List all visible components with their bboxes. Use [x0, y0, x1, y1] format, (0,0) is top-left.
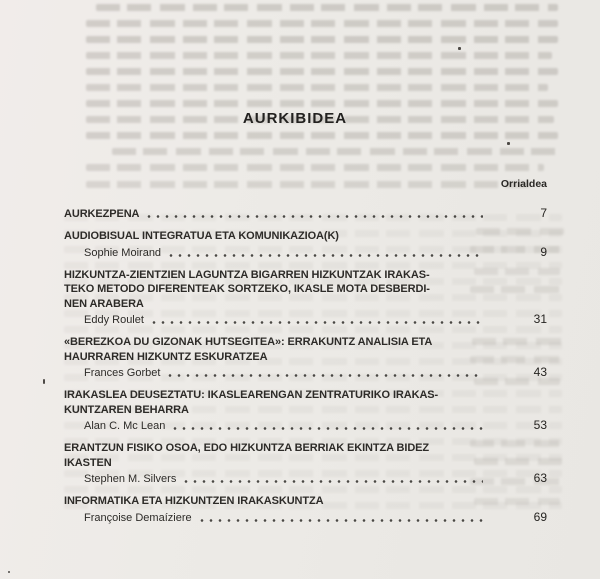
toc-entry: [64, 268, 547, 329]
entry-title-line: TEKO METODO DIFERENTEAK SORTZEKO, IKASLE MOTA DESBERDI-: [64, 283, 430, 295]
toc-entry: [64, 441, 547, 487]
dotted-leader: [169, 253, 483, 258]
entry-title-line: IKASTEN: [64, 456, 112, 469]
entry-author: Eddy Roulet: [84, 314, 144, 326]
page-title: AURKIBIDEA: [242, 110, 348, 127]
entry-title-line: NEN ARABERA: [64, 297, 144, 310]
scan-speck: [8, 571, 10, 573]
entry-page-number: 31: [533, 312, 547, 326]
entry-author-row: [64, 471, 547, 487]
entry-author: Alan C. Mc Lean: [84, 420, 166, 432]
entry-title-line: HAURRAREN HIZKUNTZ ESKURATZEA: [64, 350, 268, 363]
entry-page-number: 9: [540, 244, 547, 259]
entry-author-row: [64, 245, 547, 261]
scan-speck: [458, 47, 461, 50]
entry-author-row: [64, 312, 547, 328]
scan-speck: [43, 379, 45, 384]
toc-entry: [64, 229, 547, 261]
entry-page-number: 69: [533, 509, 547, 524]
dotted-leader: [200, 518, 483, 523]
toc-entry: [64, 494, 547, 526]
dotted-leader: [152, 320, 483, 325]
entry-page-number: 7: [540, 206, 547, 220]
entry-author: Stephen M. Silvers: [84, 473, 177, 485]
entry-author: Françoise Demaíziere: [84, 511, 192, 524]
entry-author: Frances Gorbet: [84, 367, 161, 379]
dotted-leader: [147, 214, 483, 219]
entry-page-number: 43: [533, 365, 547, 379]
entry-title: AURKEZPENA: [64, 208, 140, 220]
toc-entry: [64, 206, 547, 222]
entry-title-line: INFORMATIKA ETA HIZKUNTZEN IRAKASKUNTZA: [64, 495, 324, 507]
entry-title-line: ERANTZUN FISIKO OSOA, EDO HIZKUNTZA BERRIAK EKINTZA BIDEZ: [64, 442, 430, 454]
entry-page-number: 63: [533, 471, 547, 485]
entry-author: Sophie Moirand: [84, 246, 162, 259]
entry-title-line: HIZKUNTZA-ZIENTZIEN LAGUNTZA BIGARREN HIZKUNTZAK IRAKAS-: [64, 268, 430, 281]
entry-title-line: KUNTZAREN BEHARRA: [64, 403, 189, 416]
entry-page-number: 53: [533, 418, 547, 432]
toc-entry-list: [64, 206, 547, 533]
scan-speck: [507, 142, 510, 145]
entry-title-line: IRAKASLEA DEUSEZTATU: IKASLEARENGAN ZENTRATURIKO IRAKAS-: [64, 389, 439, 401]
dotted-leader: [168, 373, 483, 378]
entry-title-line: AUDIOBISUAL INTEGRATUA ETA KOMUNIKAZIOA(K): [64, 230, 339, 242]
entry-author-row: [64, 510, 547, 526]
toc-entry: [64, 388, 547, 434]
dotted-leader: [173, 426, 483, 431]
entry-author-row: [64, 365, 547, 381]
toc-entry: [64, 335, 547, 381]
entry-author-row: [64, 418, 547, 434]
entry-title-row: [64, 206, 547, 222]
page-number-column-label: Orrialdea: [500, 178, 547, 190]
entry-title-line: «BEREZKOA DU GIZONAK HUTSEGITEA»: ERRAKUNTZ ANALISIA ETA: [64, 336, 433, 348]
dotted-leader: [184, 479, 483, 484]
